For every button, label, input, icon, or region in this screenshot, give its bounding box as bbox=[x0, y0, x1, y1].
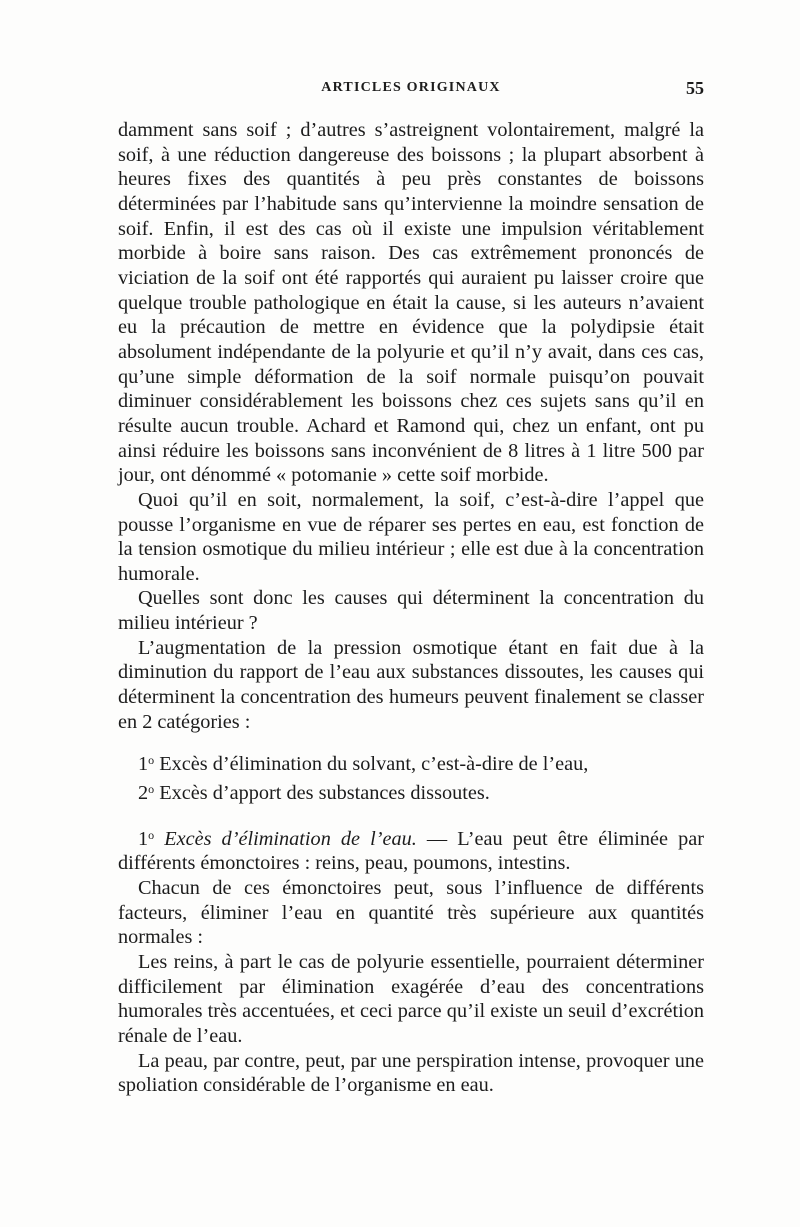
running-head: ARTICLES ORIGINAUX bbox=[321, 80, 501, 95]
paragraph-4: L’augmentation de la pression osmotique étant en fait due à la diminution du rapport de l’eau aux substances dissoutes, les causes qui déterminent la concentration des humeurs peuvent finalement se classer en 2 catégories : bbox=[118, 636, 704, 733]
paragraph-7: Les reins, à part le cas de polyurie essentielle, pourraient déterminer difficilement par élimination exagérée d’eau des concentrations humorales très accentuées, et ceci parce qu’il existe un seuil d’excrétion rénale de l’eau. bbox=[118, 951, 704, 1047]
paragraph-5: 1$^o$ Excès d’élimination de l’eau. — L’eau peut être éliminée par différents émonctoires : reins, peau, poumons, intestins. bbox=[118, 827, 704, 875]
category-list bbox=[118, 748, 704, 805]
section-subheading: Excès d’élimination de l’eau. bbox=[154, 827, 417, 850]
page-header bbox=[118, 78, 704, 102]
list-item-1: 1$^o$ Excès d’élimination du solvant, c’est-à-dire de l’eau, bbox=[138, 753, 589, 776]
paragraph-1: damment sans soif ; d’autres s’astreignent volontairement, malgré la soif, à une réduction dangereuse des boissons ; la plupart absorbent à heures fixes des quantités à peu près constantes de boissons déterminées par l’habitude sans qu’intervienne la moindre sensation de soif. Enfin, il est des cas où il existe une impulsion véritablement morbide à boire sans raison. Des cas extrêmement prononcés de viciation de la soif ont été rapportés qui auraient pu laisser croire que quelque trouble pathologique en était la cause, si les auteurs n’avaient eu la précaution de mettre en évidence que la polydipsie était absolument indépendante de la polyurie et qu’il n’y avait, dans ces cas, qu’une simple déformation de la soif normale puisqu’on pouvait diminuer considérablement les boissons chez ces sujets sans qu’il en résulte aucun trouble. Achard et Ramond qui, chez un enfant, ont pu ainsi réduire les boissons sans inconvénient de 8 litres à 1 litre 500 par jour, ont dénommé « potomanie » cette soif morbide. bbox=[118, 119, 704, 487]
paragraph-3: Quelles sont donc les causes qui déterminent la concentration du milieu intérieur ? bbox=[118, 587, 704, 635]
paragraph-6: Chacun de ces émonctoires peut, sous l’influence de différents facteurs, éliminer l’eau en quantité très supérieure aux quantités normales : bbox=[118, 877, 704, 949]
page-number: 55 bbox=[686, 78, 704, 98]
body-text bbox=[118, 118, 704, 1098]
paragraph-2: Quoi qu’il en soit, normalement, la soif, c’est-à-dire l’appel que pousse l’organisme en vue de réparer ses pertes en eau, est fonction de la tension osmotique du milieu intérieur ; elle est due à la concentration humorale. bbox=[118, 488, 704, 585]
list-item-2: 2$^o$ Excès d’apport des substances dissoutes. bbox=[138, 782, 490, 805]
paragraph-8: La peau, par contre, peut, par une perspiration intense, provoquer une spoliation considérable de l’organisme en eau. bbox=[118, 1049, 704, 1097]
